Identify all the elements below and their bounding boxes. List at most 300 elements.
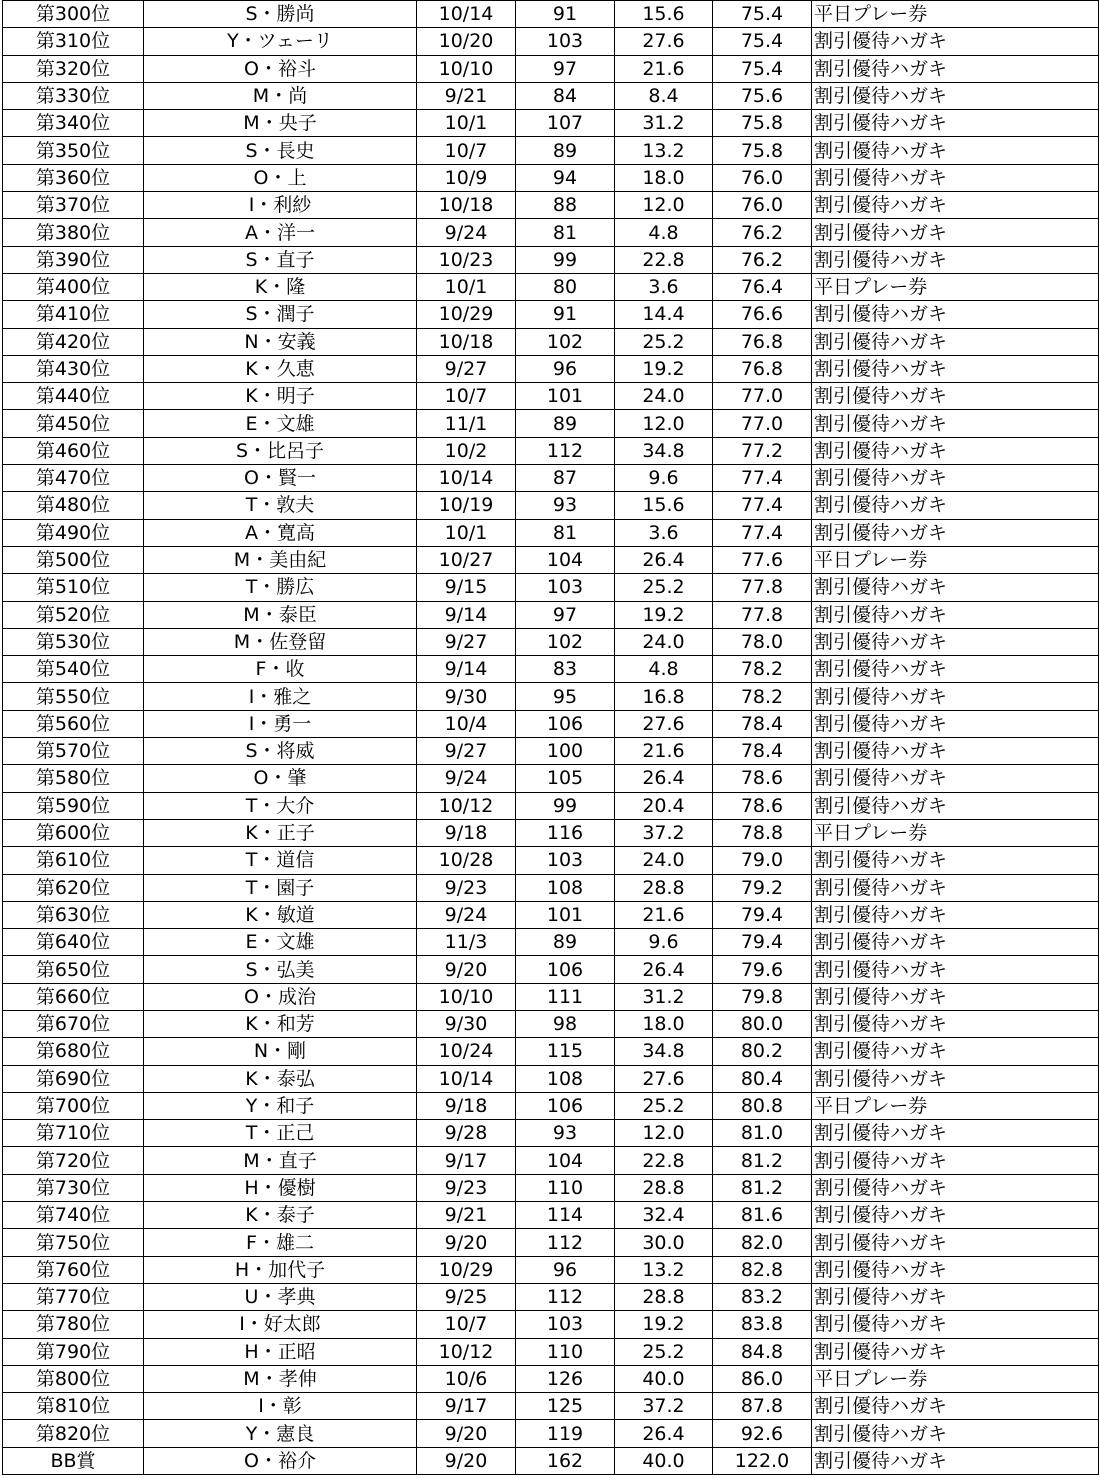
- prize-cell: 割引優待ハガキ: [812, 246, 1099, 273]
- date-cell: 10/1: [417, 519, 516, 546]
- table-row: [3, 328, 1099, 355]
- net-score-cell: 76.2: [713, 246, 812, 273]
- date-cell: 10/14: [417, 1065, 516, 1092]
- net-score-cell: 78.8: [713, 819, 812, 846]
- net-score-cell: 75.8: [713, 110, 812, 137]
- rank-cell: 第770位: [3, 1283, 144, 1310]
- date-cell: 10/9: [417, 164, 516, 191]
- name-cell: T・敦夫: [144, 492, 417, 519]
- prize-cell: 割引優待ハガキ: [812, 874, 1099, 901]
- handicap-cell: 25.2: [615, 574, 713, 601]
- handicap-cell: 27.6: [615, 710, 713, 737]
- handicap-cell: 3.6: [615, 273, 713, 300]
- handicap-cell: 4.8: [615, 219, 713, 246]
- handicap-cell: 21.6: [615, 738, 713, 765]
- prize-cell: 割引優待ハガキ: [812, 219, 1099, 246]
- name-cell: S・将威: [144, 738, 417, 765]
- handicap-cell: 26.4: [615, 546, 713, 573]
- handicap-cell: 24.0: [615, 847, 713, 874]
- net-score-cell: 77.4: [713, 519, 812, 546]
- prize-cell: 平日プレー券: [812, 273, 1099, 300]
- prize-cell: 平日プレー券: [812, 1365, 1099, 1392]
- net-score-cell: 78.4: [713, 738, 812, 765]
- date-cell: 9/21: [417, 1202, 516, 1229]
- handicap-cell: 40.0: [615, 1365, 713, 1392]
- prize-cell: 割引優待ハガキ: [812, 738, 1099, 765]
- score-cell: 108: [516, 874, 615, 901]
- net-score-cell: 79.0: [713, 847, 812, 874]
- score-cell: 116: [516, 819, 615, 846]
- table-row: [3, 956, 1099, 983]
- rank-cell: 第440位: [3, 383, 144, 410]
- table-row: [3, 1338, 1099, 1365]
- handicap-cell: 12.0: [615, 1120, 713, 1147]
- score-cell: 104: [516, 546, 615, 573]
- score-cell: 88: [516, 192, 615, 219]
- prize-cell: 割引優待ハガキ: [812, 1393, 1099, 1420]
- table-row: [3, 110, 1099, 137]
- prize-cell: 割引優待ハガキ: [812, 983, 1099, 1010]
- ranking-table-body: [3, 1, 1099, 1475]
- net-score-cell: 79.2: [713, 874, 812, 901]
- score-cell: 108: [516, 1065, 615, 1092]
- prize-cell: 割引優待ハガキ: [812, 1010, 1099, 1037]
- date-cell: 10/4: [417, 710, 516, 737]
- table-row: [3, 1010, 1099, 1037]
- date-cell: 10/7: [417, 383, 516, 410]
- date-cell: 10/1: [417, 110, 516, 137]
- score-cell: 104: [516, 1147, 615, 1174]
- table-row: [3, 819, 1099, 846]
- rank-cell: 第350位: [3, 137, 144, 164]
- table-row: [3, 656, 1099, 683]
- handicap-cell: 37.2: [615, 819, 713, 846]
- rank-cell: 第810位: [3, 1393, 144, 1420]
- net-score-cell: 76.0: [713, 192, 812, 219]
- rank-cell: 第500位: [3, 546, 144, 573]
- name-cell: I・勇一: [144, 710, 417, 737]
- rank-cell: 第450位: [3, 410, 144, 437]
- prize-cell: 割引優待ハガキ: [812, 437, 1099, 464]
- score-cell: 103: [516, 574, 615, 601]
- score-cell: 95: [516, 683, 615, 710]
- rank-cell: 第680位: [3, 1038, 144, 1065]
- rank-cell: 第730位: [3, 1174, 144, 1201]
- name-cell: S・弘美: [144, 956, 417, 983]
- table-row: [3, 383, 1099, 410]
- net-score-cell: 79.8: [713, 983, 812, 1010]
- net-score-cell: 82.0: [713, 1229, 812, 1256]
- rank-cell: 第640位: [3, 929, 144, 956]
- handicap-cell: 4.8: [615, 656, 713, 683]
- name-cell: Y・ツェーリ: [144, 28, 417, 55]
- date-cell: 9/27: [417, 738, 516, 765]
- table-row: [3, 628, 1099, 655]
- name-cell: K・明子: [144, 383, 417, 410]
- ranking-table: [2, 0, 1099, 1475]
- table-row: [3, 1393, 1099, 1420]
- handicap-cell: 9.6: [615, 929, 713, 956]
- table-row: [3, 82, 1099, 109]
- date-cell: 9/20: [417, 956, 516, 983]
- name-cell: S・潤子: [144, 301, 417, 328]
- table-row: [3, 355, 1099, 382]
- net-score-cell: 77.0: [713, 383, 812, 410]
- net-score-cell: 75.8: [713, 137, 812, 164]
- date-cell: 11/1: [417, 410, 516, 437]
- prize-cell: 割引優待ハガキ: [812, 683, 1099, 710]
- rank-cell: 第800位: [3, 1365, 144, 1392]
- date-cell: 9/17: [417, 1147, 516, 1174]
- name-cell: K・隆: [144, 273, 417, 300]
- rank-cell: 第720位: [3, 1147, 144, 1174]
- name-cell: E・文雄: [144, 929, 417, 956]
- rank-cell: 第700位: [3, 1092, 144, 1119]
- table-row: [3, 1, 1099, 28]
- name-cell: O・賢一: [144, 465, 417, 492]
- name-cell: K・泰弘: [144, 1065, 417, 1092]
- date-cell: 9/18: [417, 819, 516, 846]
- net-score-cell: 78.6: [713, 765, 812, 792]
- rank-cell: 第330位: [3, 82, 144, 109]
- date-cell: 10/10: [417, 55, 516, 82]
- net-score-cell: 80.4: [713, 1065, 812, 1092]
- prize-cell: 割引優待ハガキ: [812, 792, 1099, 819]
- score-cell: 106: [516, 1092, 615, 1119]
- table-row: [3, 874, 1099, 901]
- score-cell: 101: [516, 383, 615, 410]
- table-row: [3, 164, 1099, 191]
- rank-cell: 第600位: [3, 819, 144, 846]
- net-score-cell: 77.6: [713, 546, 812, 573]
- name-cell: O・上: [144, 164, 417, 191]
- prize-cell: 割引優待ハガキ: [812, 628, 1099, 655]
- handicap-cell: 14.4: [615, 301, 713, 328]
- table-row: [3, 1065, 1099, 1092]
- rank-cell: 第520位: [3, 601, 144, 628]
- prize-cell: 平日プレー券: [812, 1, 1099, 28]
- net-score-cell: 75.4: [713, 28, 812, 55]
- name-cell: A・洋一: [144, 219, 417, 246]
- handicap-cell: 24.0: [615, 628, 713, 655]
- score-cell: 103: [516, 1311, 615, 1338]
- table-row: [3, 1202, 1099, 1229]
- name-cell: H・正昭: [144, 1338, 417, 1365]
- handicap-cell: 34.8: [615, 437, 713, 464]
- handicap-cell: 37.2: [615, 1393, 713, 1420]
- rank-cell: 第370位: [3, 192, 144, 219]
- rank-cell: 第750位: [3, 1229, 144, 1256]
- prize-cell: 割引優待ハガキ: [812, 110, 1099, 137]
- name-cell: T・大介: [144, 792, 417, 819]
- rank-cell: 第670位: [3, 1010, 144, 1037]
- table-row: [3, 710, 1099, 737]
- rank-cell: 第470位: [3, 465, 144, 492]
- table-row: [3, 219, 1099, 246]
- score-cell: 102: [516, 328, 615, 355]
- score-cell: 96: [516, 355, 615, 382]
- name-cell: U・孝典: [144, 1283, 417, 1310]
- rank-cell: 第310位: [3, 28, 144, 55]
- table-row: [3, 792, 1099, 819]
- name-cell: S・比呂子: [144, 437, 417, 464]
- prize-cell: 平日プレー券: [812, 1092, 1099, 1119]
- date-cell: 10/14: [417, 1, 516, 28]
- date-cell: 9/24: [417, 765, 516, 792]
- date-cell: 10/24: [417, 1038, 516, 1065]
- handicap-cell: 13.2: [615, 1256, 713, 1283]
- date-cell: 9/27: [417, 628, 516, 655]
- handicap-cell: 18.0: [615, 1010, 713, 1037]
- rank-cell: 第540位: [3, 656, 144, 683]
- prize-cell: 割引優待ハガキ: [812, 929, 1099, 956]
- net-score-cell: 80.2: [713, 1038, 812, 1065]
- rank-cell: 第530位: [3, 628, 144, 655]
- date-cell: 10/1: [417, 273, 516, 300]
- score-cell: 81: [516, 519, 615, 546]
- net-score-cell: 76.6: [713, 301, 812, 328]
- table-row: [3, 1038, 1099, 1065]
- prize-cell: 割引優待ハガキ: [812, 574, 1099, 601]
- handicap-cell: 26.4: [615, 1420, 713, 1447]
- rank-cell: 第550位: [3, 683, 144, 710]
- name-cell: M・佐登留: [144, 628, 417, 655]
- name-cell: S・長史: [144, 137, 417, 164]
- date-cell: 11/3: [417, 929, 516, 956]
- net-score-cell: 92.6: [713, 1420, 812, 1447]
- name-cell: M・泰臣: [144, 601, 417, 628]
- name-cell: O・肇: [144, 765, 417, 792]
- score-cell: 98: [516, 1010, 615, 1037]
- name-cell: K・久恵: [144, 355, 417, 382]
- name-cell: H・加代子: [144, 1256, 417, 1283]
- name-cell: K・正子: [144, 819, 417, 846]
- net-score-cell: 81.2: [713, 1174, 812, 1201]
- name-cell: I・利紗: [144, 192, 417, 219]
- prize-cell: 割引優待ハガキ: [812, 355, 1099, 382]
- table-row: [3, 546, 1099, 573]
- net-score-cell: 79.4: [713, 901, 812, 928]
- table-row: [3, 465, 1099, 492]
- handicap-cell: 15.6: [615, 1, 713, 28]
- table-row: [3, 519, 1099, 546]
- prize-cell: 割引優待ハガキ: [812, 1256, 1099, 1283]
- table-row: [3, 1365, 1099, 1392]
- table-row: [3, 765, 1099, 792]
- prize-cell: 平日プレー券: [812, 819, 1099, 846]
- score-cell: 112: [516, 1229, 615, 1256]
- net-score-cell: 122.0: [713, 1447, 812, 1474]
- net-score-cell: 77.4: [713, 465, 812, 492]
- date-cell: 10/20: [417, 28, 516, 55]
- rank-cell: 第360位: [3, 164, 144, 191]
- rank-cell: 第420位: [3, 328, 144, 355]
- score-cell: 103: [516, 847, 615, 874]
- score-cell: 80: [516, 273, 615, 300]
- date-cell: 10/12: [417, 1338, 516, 1365]
- table-row: [3, 28, 1099, 55]
- rank-cell: 第510位: [3, 574, 144, 601]
- table-row: [3, 929, 1099, 956]
- handicap-cell: 34.8: [615, 1038, 713, 1065]
- handicap-cell: 18.0: [615, 164, 713, 191]
- date-cell: 9/21: [417, 82, 516, 109]
- name-cell: M・尚: [144, 82, 417, 109]
- rank-cell: 第480位: [3, 492, 144, 519]
- date-cell: 9/30: [417, 1010, 516, 1037]
- score-cell: 99: [516, 792, 615, 819]
- date-cell: 9/23: [417, 1174, 516, 1201]
- score-cell: 111: [516, 983, 615, 1010]
- prize-cell: 割引優待ハガキ: [812, 1283, 1099, 1310]
- handicap-cell: 25.2: [615, 1338, 713, 1365]
- date-cell: 9/28: [417, 1120, 516, 1147]
- score-cell: 125: [516, 1393, 615, 1420]
- prize-cell: 割引優待ハガキ: [812, 1202, 1099, 1229]
- table-row: [3, 246, 1099, 273]
- table-row: [3, 301, 1099, 328]
- table-row: [3, 492, 1099, 519]
- net-score-cell: 86.0: [713, 1365, 812, 1392]
- date-cell: 10/29: [417, 301, 516, 328]
- date-cell: 9/24: [417, 901, 516, 928]
- score-cell: 106: [516, 710, 615, 737]
- handicap-cell: 22.8: [615, 246, 713, 273]
- net-score-cell: 82.8: [713, 1256, 812, 1283]
- handicap-cell: 22.8: [615, 1147, 713, 1174]
- rank-cell: 第580位: [3, 765, 144, 792]
- score-cell: 110: [516, 1338, 615, 1365]
- handicap-cell: 19.2: [615, 355, 713, 382]
- table-row: [3, 1311, 1099, 1338]
- score-cell: 89: [516, 929, 615, 956]
- prize-cell: 割引優待ハガキ: [812, 28, 1099, 55]
- table-row: [3, 1256, 1099, 1283]
- table-row: [3, 273, 1099, 300]
- handicap-cell: 13.2: [615, 137, 713, 164]
- rank-cell: 第400位: [3, 273, 144, 300]
- prize-cell: 割引優待ハガキ: [812, 137, 1099, 164]
- prize-cell: 割引優待ハガキ: [812, 328, 1099, 355]
- handicap-cell: 16.8: [615, 683, 713, 710]
- date-cell: 9/25: [417, 1283, 516, 1310]
- name-cell: Y・憲良: [144, 1420, 417, 1447]
- name-cell: T・園子: [144, 874, 417, 901]
- handicap-cell: 21.6: [615, 901, 713, 928]
- table-row: [3, 1147, 1099, 1174]
- net-score-cell: 77.4: [713, 492, 812, 519]
- prize-cell: 割引優待ハガキ: [812, 410, 1099, 437]
- name-cell: I・好太郎: [144, 1311, 417, 1338]
- date-cell: 9/27: [417, 355, 516, 382]
- date-cell: 9/14: [417, 601, 516, 628]
- score-cell: 126: [516, 1365, 615, 1392]
- prize-cell: 割引優待ハガキ: [812, 82, 1099, 109]
- score-cell: 114: [516, 1202, 615, 1229]
- date-cell: 10/27: [417, 546, 516, 573]
- rank-cell: 第710位: [3, 1120, 144, 1147]
- name-cell: M・直子: [144, 1147, 417, 1174]
- net-score-cell: 76.0: [713, 164, 812, 191]
- score-cell: 97: [516, 601, 615, 628]
- prize-cell: 割引優待ハガキ: [812, 1311, 1099, 1338]
- handicap-cell: 25.2: [615, 328, 713, 355]
- score-cell: 91: [516, 1, 615, 28]
- handicap-cell: 40.0: [615, 1447, 713, 1474]
- handicap-cell: 27.6: [615, 1065, 713, 1092]
- prize-cell: 割引優待ハガキ: [812, 1338, 1099, 1365]
- date-cell: 10/18: [417, 328, 516, 355]
- table-row: [3, 410, 1099, 437]
- net-score-cell: 77.8: [713, 601, 812, 628]
- handicap-cell: 19.2: [615, 601, 713, 628]
- date-cell: 10/6: [417, 1365, 516, 1392]
- rank-cell: 第300位: [3, 1, 144, 28]
- name-cell: N・剛: [144, 1038, 417, 1065]
- handicap-cell: 25.2: [615, 1092, 713, 1119]
- score-cell: 103: [516, 28, 615, 55]
- net-score-cell: 79.4: [713, 929, 812, 956]
- prize-cell: 割引優待ハガキ: [812, 465, 1099, 492]
- handicap-cell: 31.2: [615, 983, 713, 1010]
- date-cell: 10/10: [417, 983, 516, 1010]
- handicap-cell: 28.8: [615, 874, 713, 901]
- date-cell: 9/24: [417, 219, 516, 246]
- prize-cell: 割引優待ハガキ: [812, 601, 1099, 628]
- net-score-cell: 76.8: [713, 328, 812, 355]
- prize-cell: 割引優待ハガキ: [812, 383, 1099, 410]
- table-row: [3, 1229, 1099, 1256]
- score-cell: 91: [516, 301, 615, 328]
- prize-cell: 割引優待ハガキ: [812, 1120, 1099, 1147]
- rank-cell: 第740位: [3, 1202, 144, 1229]
- net-score-cell: 80.0: [713, 1010, 812, 1037]
- handicap-cell: 30.0: [615, 1229, 713, 1256]
- date-cell: 10/7: [417, 137, 516, 164]
- score-cell: 162: [516, 1447, 615, 1474]
- prize-cell: 割引優待ハガキ: [812, 1447, 1099, 1474]
- net-score-cell: 76.4: [713, 273, 812, 300]
- rank-cell: 第560位: [3, 710, 144, 737]
- table-row: [3, 601, 1099, 628]
- name-cell: T・道信: [144, 847, 417, 874]
- name-cell: A・寛高: [144, 519, 417, 546]
- name-cell: H・優樹: [144, 1174, 417, 1201]
- prize-cell: 割引優待ハガキ: [812, 1174, 1099, 1201]
- prize-cell: 割引優待ハガキ: [812, 55, 1099, 82]
- score-cell: 100: [516, 738, 615, 765]
- handicap-cell: 27.6: [615, 28, 713, 55]
- prize-cell: 割引優待ハガキ: [812, 1065, 1099, 1092]
- rank-cell: 第320位: [3, 55, 144, 82]
- handicap-cell: 28.8: [615, 1283, 713, 1310]
- date-cell: 9/20: [417, 1420, 516, 1447]
- name-cell: I・雅之: [144, 683, 417, 710]
- handicap-cell: 31.2: [615, 110, 713, 137]
- handicap-cell: 12.0: [615, 410, 713, 437]
- prize-cell: 割引優待ハガキ: [812, 164, 1099, 191]
- name-cell: F・雄二: [144, 1229, 417, 1256]
- name-cell: N・安義: [144, 328, 417, 355]
- net-score-cell: 75.4: [713, 1, 812, 28]
- score-cell: 112: [516, 1283, 615, 1310]
- name-cell: K・和芳: [144, 1010, 417, 1037]
- rank-cell: 第690位: [3, 1065, 144, 1092]
- prize-cell: 割引優待ハガキ: [812, 710, 1099, 737]
- net-score-cell: 84.8: [713, 1338, 812, 1365]
- name-cell: E・文雄: [144, 410, 417, 437]
- prize-cell: 割引優待ハガキ: [812, 1229, 1099, 1256]
